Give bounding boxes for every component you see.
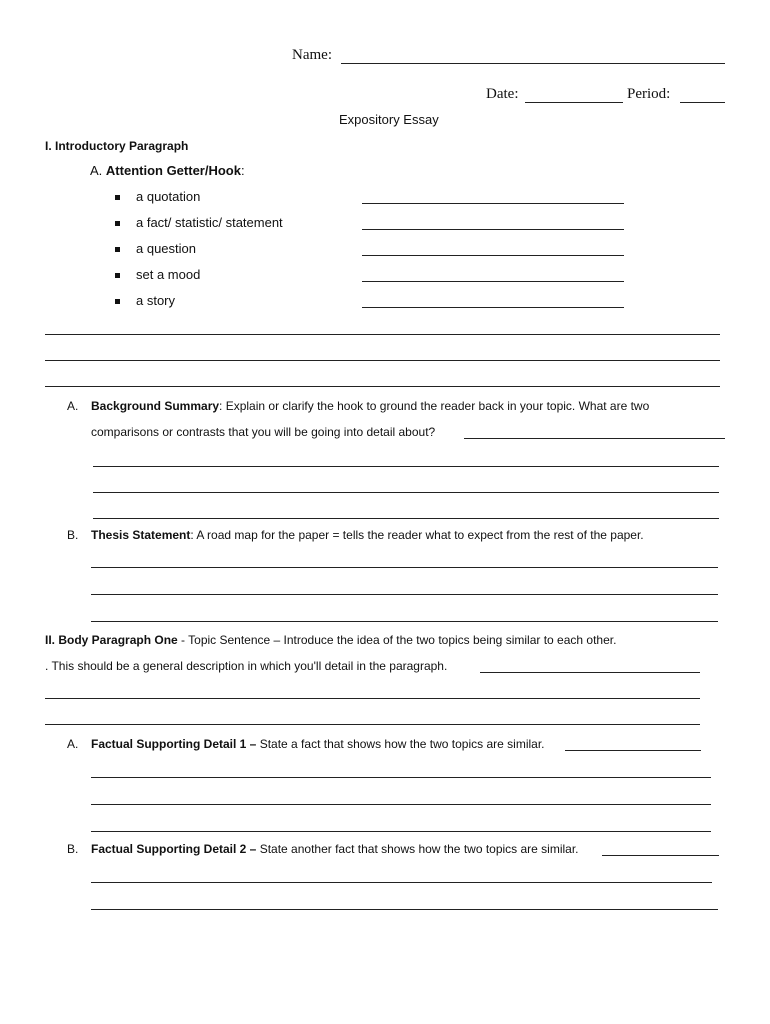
body-one-line-1 — [45, 633, 616, 647]
answer-line[interactable] — [91, 567, 718, 568]
detail2-line — [91, 842, 579, 856]
answer-line[interactable] — [93, 466, 719, 467]
detail1-label: Factual Supporting Detail 1 – — [91, 737, 257, 751]
detail1-text: State a fact that shows how the two topics are similar. — [256, 737, 545, 751]
hook-option: a story — [136, 293, 176, 308]
answer-line[interactable] — [565, 750, 701, 751]
hook-section — [90, 163, 245, 178]
thesis-text: : A road map for the paper = tells the reader what to expect from the rest of the paper. — [190, 528, 644, 542]
thesis-line — [91, 528, 644, 542]
answer-line[interactable] — [93, 518, 719, 519]
date-label: Date: — [486, 86, 519, 102]
answer-line[interactable] — [91, 882, 712, 883]
bullet-icon — [115, 195, 120, 200]
date-field[interactable] — [525, 102, 623, 103]
answer-line[interactable] — [91, 909, 718, 910]
thesis-marker: B. — [67, 528, 79, 542]
hook-label: Attention Getter/Hook — [105, 163, 241, 178]
intro-heading: I. Introductory Paragraph — [45, 139, 189, 153]
background-line-1 — [91, 399, 649, 413]
answer-line[interactable] — [91, 804, 711, 805]
bullet-icon — [115, 299, 120, 304]
answer-line[interactable] — [45, 724, 700, 725]
answer-line[interactable] — [93, 492, 719, 493]
page-title: Expository Essay — [339, 112, 439, 127]
background-label: Background Summary — [91, 399, 220, 413]
bullet-icon — [115, 273, 120, 278]
detail1-line — [91, 737, 545, 751]
answer-line[interactable] — [464, 438, 725, 439]
hook-option: a quotation — [136, 189, 201, 204]
hook-option: a fact/ statistic/ statement — [136, 215, 283, 230]
answer-line[interactable] — [45, 334, 720, 335]
background-marker: A. — [67, 399, 79, 413]
detail1-marker: A. — [67, 737, 79, 751]
body-one-text-2: . This should be a general description in which you'll detail in the paragraph. — [45, 659, 448, 673]
hook-option: a question — [136, 241, 196, 256]
bullet-icon — [115, 221, 120, 226]
body-one-heading: II. Body Paragraph One — [45, 633, 178, 647]
thesis-label: Thesis Statement — [91, 528, 191, 542]
hook-answer-field[interactable] — [362, 255, 624, 256]
background-text: : Explain or clarify the hook to ground the reader back in your topic. What are two — [219, 399, 650, 413]
background-text-2: comparisons or contrasts that you will be going into detail about? — [91, 425, 436, 439]
hook-answer-field[interactable] — [362, 307, 624, 308]
answer-line[interactable] — [480, 672, 700, 673]
answer-line[interactable] — [91, 621, 718, 622]
answer-line[interactable] — [602, 855, 719, 856]
detail2-marker: B. — [67, 842, 79, 856]
answer-line[interactable] — [45, 360, 720, 361]
hook-answer-field[interactable] — [362, 203, 624, 204]
period-label: Period: — [627, 86, 671, 102]
detail2-label: Factual Supporting Detail 2 – — [91, 842, 257, 856]
detail2-text: State another fact that shows how the two topics are similar. — [256, 842, 579, 856]
hook-option: set a mood — [136, 267, 201, 282]
answer-line[interactable] — [91, 831, 711, 832]
body-one-text: - Topic Sentence – Introduce the idea of the two topics being similar to each other. — [177, 633, 617, 647]
hook-answer-field[interactable] — [362, 229, 624, 230]
period-field[interactable] — [680, 102, 725, 103]
answer-line[interactable] — [45, 698, 700, 699]
bullet-icon — [115, 247, 120, 252]
answer-line[interactable] — [45, 386, 720, 387]
name-label: Name: — [292, 47, 332, 63]
hook-answer-field[interactable] — [362, 281, 624, 282]
name-field[interactable] — [341, 63, 725, 64]
answer-line[interactable] — [91, 777, 711, 778]
hook-marker: A. — [90, 163, 103, 178]
answer-line[interactable] — [91, 594, 718, 595]
hook-colon: : — [240, 163, 245, 178]
